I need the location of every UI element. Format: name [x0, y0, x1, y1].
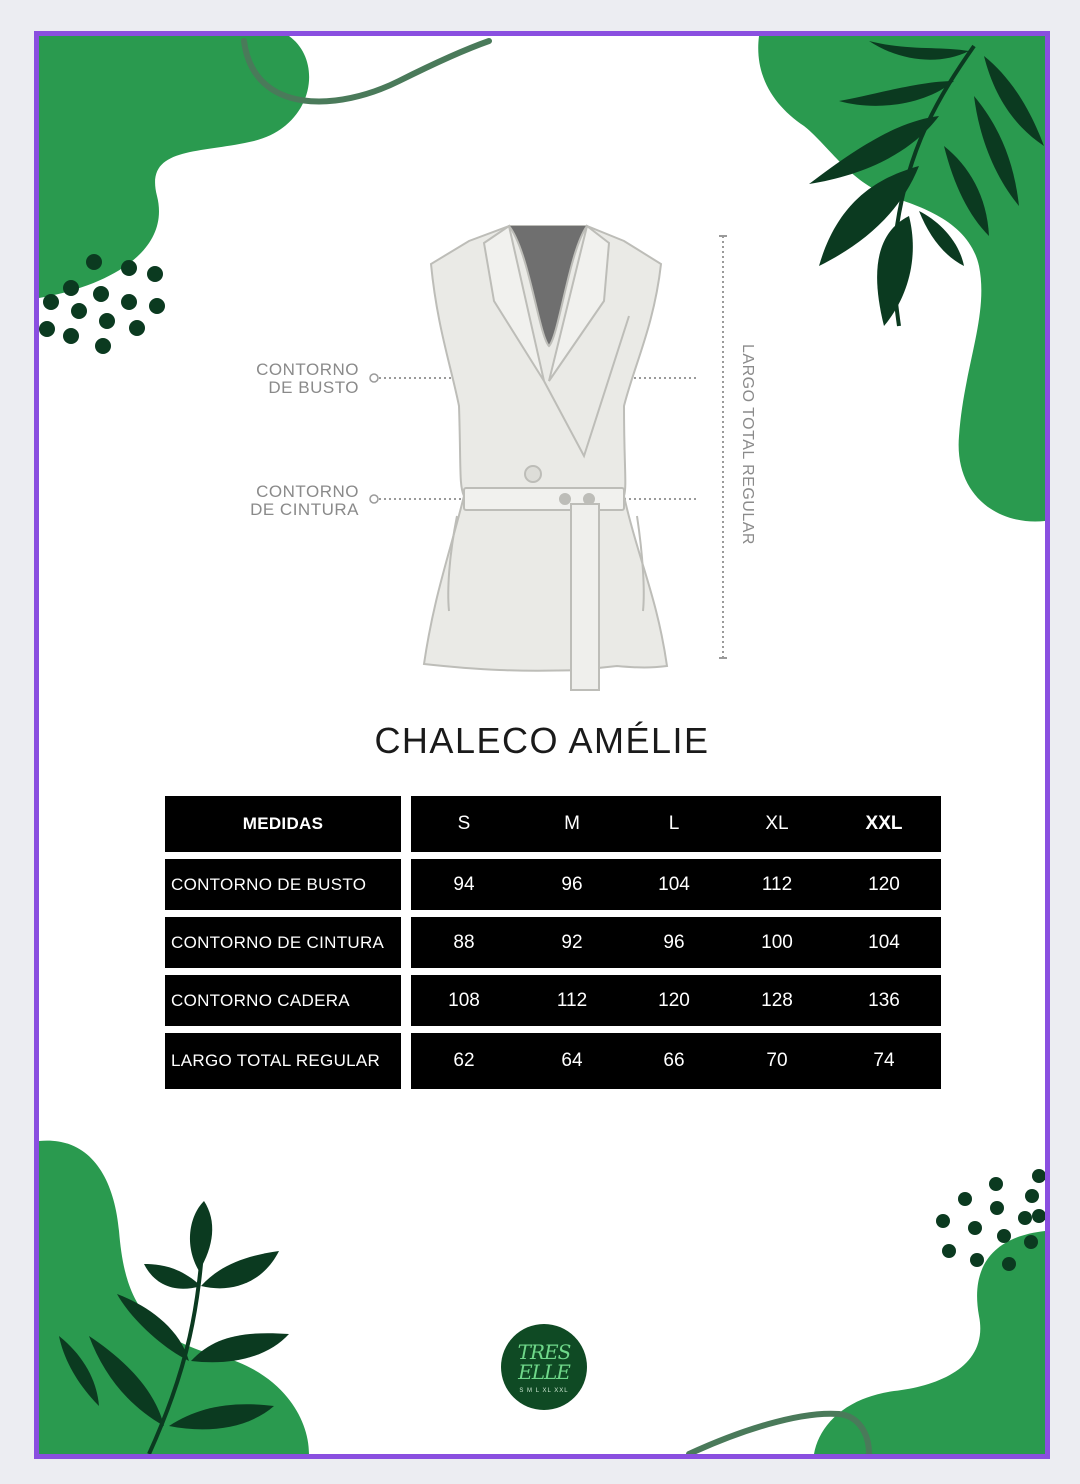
value-cell: 62	[453, 1050, 475, 1071]
bust-label-line-1: CONTORNO	[256, 360, 359, 379]
value-cell: 88	[453, 931, 475, 953]
value-cell: 104	[868, 931, 900, 953]
value-cell: 104	[658, 873, 690, 895]
size-xl: XL	[765, 813, 789, 834]
value-cell: 74	[873, 1050, 895, 1071]
size-guide-card	[34, 31, 1050, 1459]
table-row	[165, 917, 941, 968]
size-l: L	[668, 813, 680, 834]
value-cell: 120	[868, 873, 900, 895]
value-cell: 92	[561, 931, 583, 953]
waist-measure-label	[209, 483, 359, 519]
length-guide-line	[719, 236, 727, 658]
brand-name: TRES ELLE	[517, 1340, 571, 1384]
row-label: CONTORNO DE BUSTO	[165, 859, 401, 910]
value-cell: 112	[556, 989, 588, 1011]
vest-illustration	[424, 226, 667, 690]
size-xxl: XXL	[865, 813, 903, 834]
waist-guide-dot	[370, 495, 378, 503]
size-table-header	[165, 796, 941, 852]
bust-guide-dot	[370, 374, 378, 382]
value-cell: 96	[561, 873, 583, 895]
brand-logo	[501, 1324, 587, 1410]
value-cell: 66	[663, 1050, 685, 1071]
table-row	[165, 859, 941, 910]
value-cell: 100	[761, 931, 793, 953]
size-m: M	[564, 813, 580, 834]
value-cell: 108	[448, 989, 480, 1011]
row-label: CONTORNO CADERA	[165, 975, 401, 1026]
table-row	[165, 975, 941, 1026]
product-title: CHALECO AMÉLIE	[374, 720, 710, 761]
brand-sizes: S M L XL XXL	[519, 1388, 569, 1394]
value-cell: 120	[658, 989, 690, 1011]
garment-diagram	[39, 36, 1045, 736]
bust-label-line-2: DE BUSTO	[268, 378, 359, 397]
header-measures-label: MEDIDAS	[165, 796, 401, 852]
value-cell: 112	[761, 873, 793, 895]
header-sizes	[411, 796, 941, 852]
bust-measure-label	[209, 361, 359, 397]
waist-label-line-1: CONTORNO	[256, 482, 359, 501]
value-cell: 70	[766, 1050, 788, 1071]
value-cell: 64	[561, 1050, 583, 1071]
value-cell: 128	[761, 989, 793, 1011]
value-cell: 136	[868, 989, 900, 1011]
row-values	[411, 917, 941, 968]
row-values	[411, 859, 941, 910]
length-measure-label: LARGO TOTAL REGULAR	[739, 344, 756, 545]
waist-label-line-2: DE CINTURA	[250, 500, 359, 519]
value-cell: 96	[663, 931, 685, 953]
value-cell: 94	[453, 873, 475, 895]
row-label: CONTORNO DE CINTURA	[165, 917, 401, 968]
row-values	[411, 1033, 941, 1089]
table-row	[165, 1033, 941, 1089]
row-label: LARGO TOTAL REGULAR	[165, 1033, 401, 1089]
row-values	[411, 975, 941, 1026]
size-s: S	[457, 813, 471, 834]
